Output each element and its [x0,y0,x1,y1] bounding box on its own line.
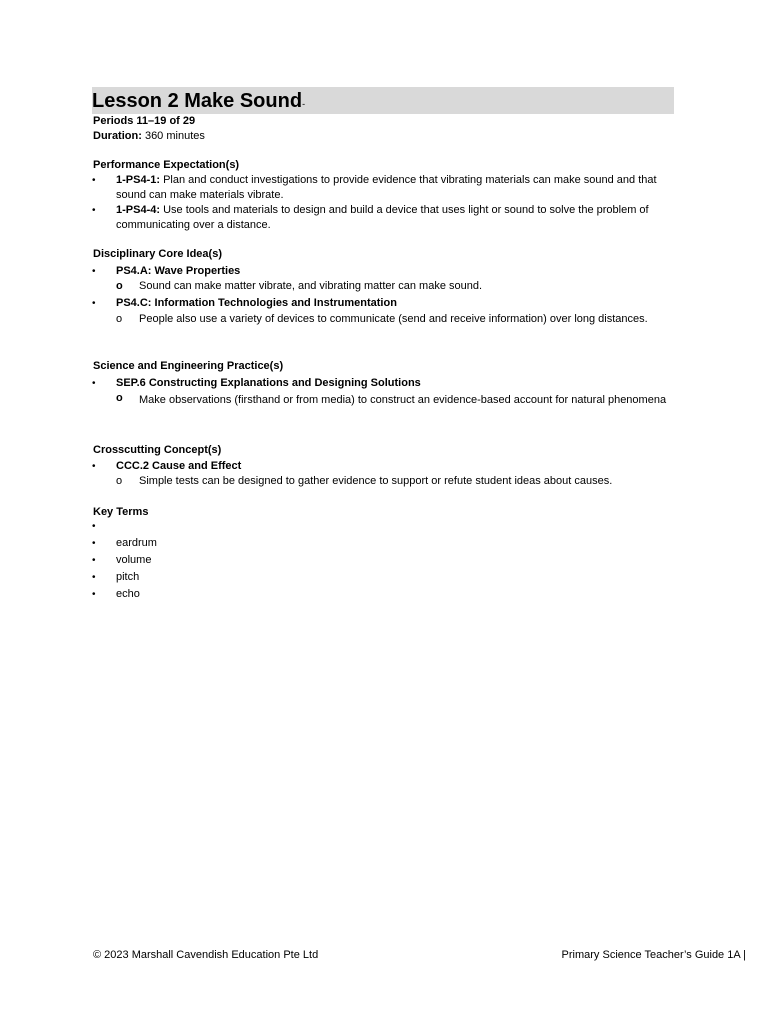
bullet-icon: • [92,572,96,583]
bullet-icon: • [92,205,96,216]
pe-code: 1-PS4-1: [116,174,161,186]
sep-label: SEP.6 Constructing Explanations and Designing Solutions [116,377,421,389]
lesson-title [92,88,305,117]
sub-bullet-marker: o [116,313,123,325]
key-terms-heading: Key Terms [93,506,149,518]
key-term-item: pitch [116,571,140,583]
footer-guide-title: Primary Science Teacher’s Guide 1A | [561,949,746,961]
key-term-item: eardrum [116,537,157,549]
pe-text: Use tools and materials to design and build a device that uses light or sound to solve the problem of communicating over a distance. [116,204,649,231]
duration-line [93,129,205,144]
dci-sub-item: People also use a variety of devices to communicate (send and receive information) over long distances. [139,313,648,325]
duration-label: Duration: [93,130,142,142]
periods-line: Periods 11–19 of 29 [93,115,196,127]
key-term-item: volume [116,554,152,566]
bullet-icon: • [92,538,96,549]
crosscutting-concepts-heading: Crosscutting Concept(s) [93,444,222,456]
footer-copyright: © 2023 Marshall Cavendish Education Pte Ltd [93,949,319,961]
sub-bullet-marker: o [116,280,123,292]
dci-label: PS4.A: Wave Properties [116,265,241,277]
bullet-icon: • [92,589,96,600]
performance-expectation-item [116,173,681,203]
performance-expectation-item [116,203,681,233]
dci-label: PS4.C: Information Technologies and Instrumentation [116,297,397,309]
sub-bullet-marker: o [116,392,123,404]
lesson-title-text: Lesson 2 Make Sound [92,90,303,112]
science-engineering-practices-heading: Science and Engineering Practice(s) [93,360,284,372]
disciplinary-core-ideas-heading: Disciplinary Core Idea(s) [93,248,222,260]
pe-code: 1-PS4-4: [116,204,161,216]
sub-bullet-marker: o [116,475,123,487]
ccc-label: CCC.2 Cause and Effect [116,460,242,472]
bullet-icon: • [92,298,96,309]
bullet-icon: • [92,555,96,566]
duration-value: 360 minutes [141,130,205,142]
sep-sub-item: Make observations (firsthand or from media) to construct an evidence-based account for natural phenomena [139,394,667,406]
bullet-icon: • [92,175,96,186]
bullet-icon: • [92,266,96,277]
pe-text: Plan and conduct investigations to provide evidence that vibrating materials can make sound and that sound can make materials vibrate. [116,174,657,201]
performance-expectations-heading: Performance Expectation(s) [93,159,240,171]
title-mark: - [302,99,306,109]
key-term-item: echo [116,588,140,600]
bullet-icon: • [92,461,96,472]
bullet-icon: • [92,378,96,389]
dci-sub-item: Sound can make matter vibrate, and vibrating matter can make sound. [139,280,483,292]
ccc-sub-item: Simple tests can be designed to gather evidence to support or refute student ideas about causes. [139,475,613,487]
bullet-icon: • [92,521,96,532]
